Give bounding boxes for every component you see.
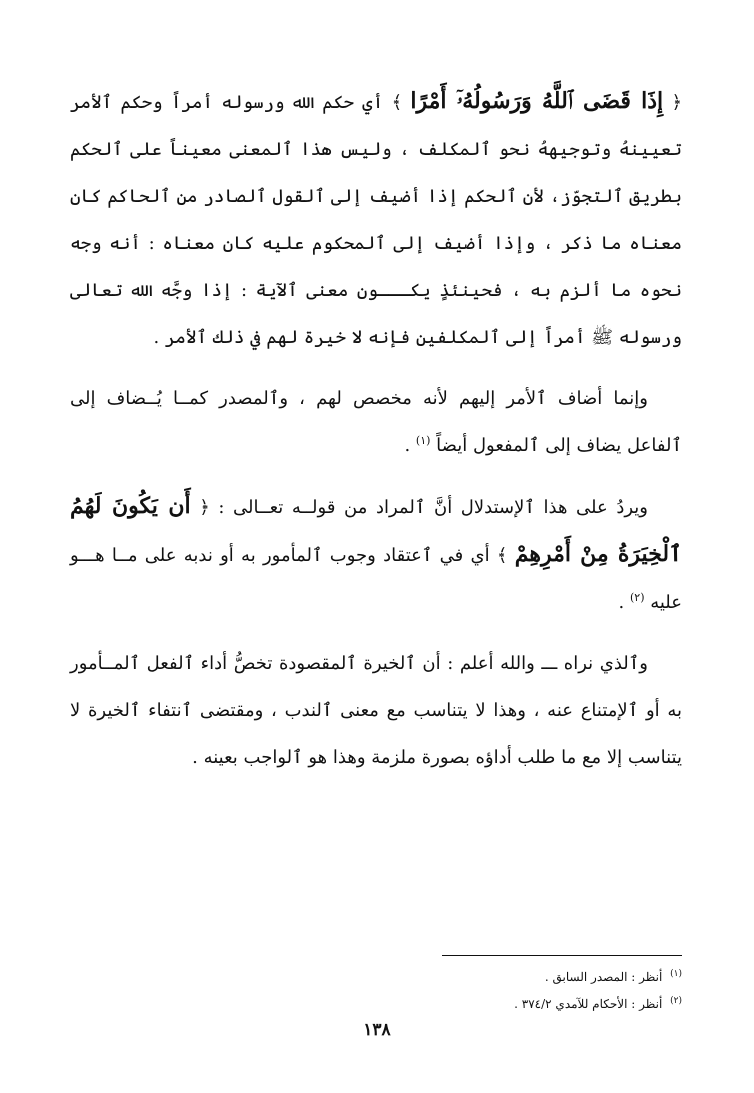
footnote-divider: [442, 955, 682, 956]
quran-open-bracket: ﴿: [671, 92, 682, 113]
quran-verse: إِذَا قَضَى ٱللَّهُ وَرَسُولُهُۥٓ أَمْرًا: [410, 88, 664, 114]
paragraph-3: [70, 483, 682, 626]
footnote-ref: (٢): [629, 591, 645, 604]
paragraph-text: وإنما أضاف ٱلأمر إليهم لأنه مخصص لهم ، وٱلمصدر كمــا يُــضاف إلى ٱلفاعل يضاف إلى ٱلمفعول أيضاً: [70, 388, 682, 456]
page-number: ١٣٨: [363, 1020, 391, 1040]
quran-close-bracket: ﴾: [391, 92, 403, 113]
paragraph-1: [70, 78, 682, 361]
footnote-number: (١): [670, 969, 682, 979]
paragraph-text: وٱلذي نراه ـــ والله أعلم : أن ٱلخيرة ٱلمقصودة تخصُّ أداء ٱلفعل ٱلمــأمور به أو ٱلإمتناع عنه ، وهذا لا يتناسب مع معنى ٱلندب ، ومقتضى ٱنتفاء ٱلخيرة لا يتناسب إلا مع ما طلب أداؤه بصورة ملزمة وهذا هو ٱلواجب بعينه .: [70, 653, 682, 768]
footnote: [70, 989, 682, 1016]
paragraph-end: .: [404, 435, 411, 456]
quran-close-bracket: ﴾: [496, 545, 508, 566]
paragraph-2: [70, 375, 682, 469]
footnote-ref: (١): [415, 434, 431, 447]
main-text: [70, 78, 682, 795]
paragraph-4: [70, 640, 682, 781]
footnote: [70, 962, 682, 989]
footnote-number: (٢): [670, 996, 682, 1006]
quran-open-bracket: ﴿: [199, 497, 210, 518]
footnote-text: أنظر : الأحكام للآمدي ٣٧٤/٢ .: [514, 997, 663, 1011]
footnote-text: أنظر : المصدر السابق .: [544, 970, 663, 984]
paragraph-text: أي حكم الله ورسوله أمراً وحكم ٱلأمر تعيينهُ وتوجيههُ نحو ٱلمكلف ، وليس هذا ٱلمعنى معيناً على ٱلحكم بطريق ٱلتجوّز، لأن ٱلحكم إذا أضيف إلى ٱلقول ٱلصادر من ٱلحاكم كان معناه ما ذكر ، وإذا أضيف إلى ٱلمحكوم عليه كان معناه : أنه وجه نحوه ما ألزم به ، فحينئذٍ يكـــون معنى ٱلآية : إذا وجَّه الله تعالى ورسوله ﷺ أمراً إلى ٱلمكلفين فإنه لا خيرة لهم في ذلك ٱلأمر .: [70, 92, 682, 348]
quran-verse: أَن يَكُونَ لَهُمُ ٱلْخِيَرَةُ مِنْ أَمْرِهِمْ: [70, 493, 682, 567]
footnotes: [70, 962, 682, 1016]
paragraph-end: .: [618, 592, 625, 613]
paragraph-text: أي في ٱعتقاد وجوب ٱلمأمور به أو ندبه على مــا هـــو عليه: [70, 545, 682, 613]
paragraph-text: ويردُ على هذا ٱلإستدلال أنَّ ٱلمراد من قولــه تعــالى :: [218, 497, 648, 518]
